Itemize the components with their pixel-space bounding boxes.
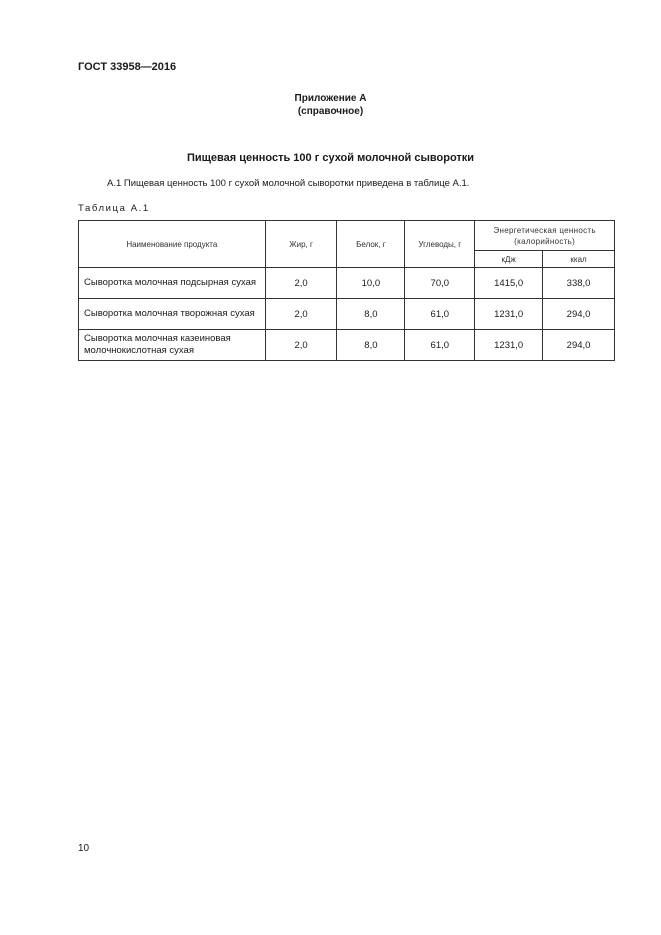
standard-code: ГОСТ 33958—2016 (78, 61, 177, 73)
cell-protein: 10,0 (337, 268, 405, 299)
section-paragraph: А.1 Пищевая ценность 100 г сухой молочной сыворотки приведена в таблице А.1. (107, 178, 470, 189)
cell-kcal: 294,0 (543, 330, 615, 361)
header-carbs: Углеводы, г (405, 221, 475, 268)
cell-carbs: 70,0 (405, 268, 475, 299)
page-number: 10 (78, 843, 90, 854)
cell-carbs: 61,0 (405, 299, 475, 330)
table-row (79, 268, 615, 299)
cell-name: Сыворотка молочная подсырная сухая (79, 268, 266, 299)
cell-kcal: 294,0 (543, 299, 615, 330)
header-product: Наименование продукта (79, 221, 266, 268)
table-row (79, 299, 615, 330)
cell-kj: 1231,0 (475, 299, 543, 330)
table-row (79, 330, 615, 361)
appendix-heading (0, 92, 661, 118)
cell-protein: 8,0 (337, 299, 405, 330)
header-energy: Энергетическая ценность (калорийность) (475, 221, 615, 251)
appendix-type: (справочное) (297, 106, 364, 117)
table-caption: Таблица А.1 (78, 203, 150, 214)
cell-name: Сыворотка молочная казеиновая молочнокислотная сухая (79, 330, 266, 361)
appendix-title: Приложение А (294, 93, 367, 104)
cell-fat: 2,0 (265, 268, 337, 299)
cell-kj: 1231,0 (475, 330, 543, 361)
header-kj: кДж (475, 251, 543, 268)
cell-name: Сыворотка молочная творожная сухая (79, 299, 266, 330)
header-protein: Белок, г (337, 221, 405, 268)
cell-fat: 2,0 (265, 299, 337, 330)
cell-fat: 2,0 (265, 330, 337, 361)
header-fat: Жир, г (265, 221, 337, 268)
cell-kcal: 338,0 (543, 268, 615, 299)
nutrition-table (78, 220, 615, 361)
cell-kj: 1415,0 (475, 268, 543, 299)
section-title: Пищевая ценность 100 г сухой молочной сыворотки (186, 152, 475, 164)
cell-protein: 8,0 (337, 330, 405, 361)
header-kcal: ккал (543, 251, 615, 268)
cell-carbs: 61,0 (405, 330, 475, 361)
